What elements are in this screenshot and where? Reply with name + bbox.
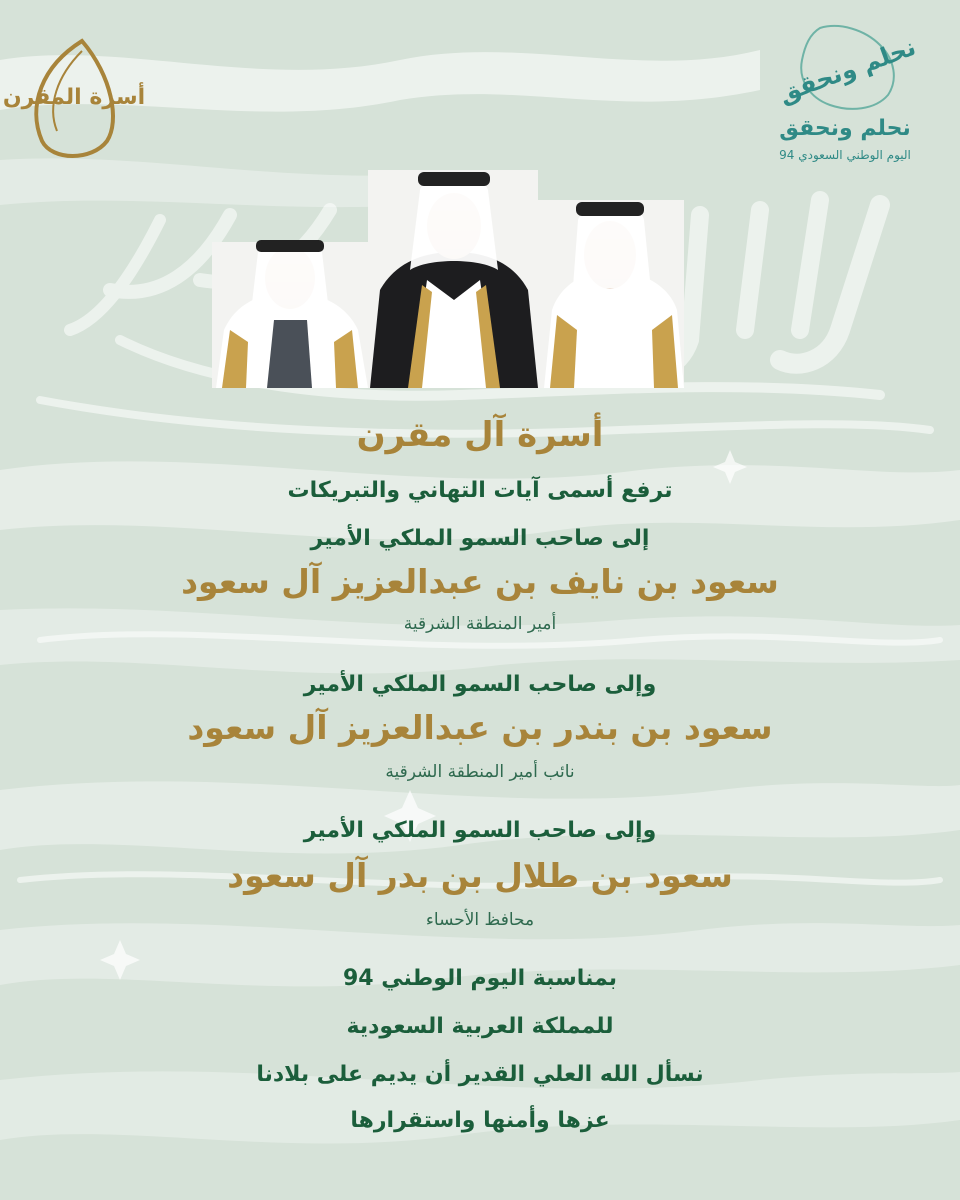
greeting-intro: ترفع أسمى آيات التهاني والتبريكات xyxy=(287,478,673,503)
saudi-map-icon xyxy=(770,20,920,115)
prince-title-3: محافظ الأحساء xyxy=(425,910,535,930)
national-day-caption: اليوم الوطني السعودي 94 xyxy=(779,148,911,162)
family-logo-text: أسرة المقرن xyxy=(2,85,146,110)
princes-portraits xyxy=(212,160,684,388)
portrait-center xyxy=(368,170,538,388)
prince-title-1: أمير المنطقة الشرقية xyxy=(403,614,557,634)
greeting-to-prince-1: إلى صاحب السمو الملكي الأمير xyxy=(310,526,650,551)
national-day-calligraphy: نحلم ونحقق xyxy=(775,32,920,109)
greeting-to-prince-3: وإلى صاحب السمو الملكي الأمير xyxy=(303,818,657,843)
family-logo xyxy=(2,36,146,166)
prayer-line-2: عزها وأمنها واستقرارها xyxy=(350,1108,610,1133)
portrait-left xyxy=(212,240,368,388)
greeting-to-prince-2: وإلى صاحب السمو الملكي الأمير xyxy=(303,672,657,697)
prayer-line-1: نسأل الله العلي القدير أن يديم على بلادنا xyxy=(256,1062,704,1087)
occasion-line-2: للمملكة العربية السعودية xyxy=(346,1014,614,1039)
family-heading: أسرة آل مقرن xyxy=(356,415,604,455)
prince-name-1: سعود بن نايف بن عبدالعزيز آل سعود xyxy=(181,562,779,601)
prince-name-2: سعود بن بندر بن عبدالعزيز آل سعود xyxy=(187,708,773,747)
portrait-right xyxy=(538,200,684,388)
prince-name-3: سعود بن طلال بن بدر آل سعود xyxy=(227,856,733,895)
prince-title-2: نائب أمير المنطقة الشرقية xyxy=(385,762,575,782)
national-day-slogan: نحلم ونحقق xyxy=(779,116,911,141)
national-day-logo xyxy=(770,20,920,160)
occasion-line-1: بمناسبة اليوم الوطني 94 xyxy=(342,966,618,991)
